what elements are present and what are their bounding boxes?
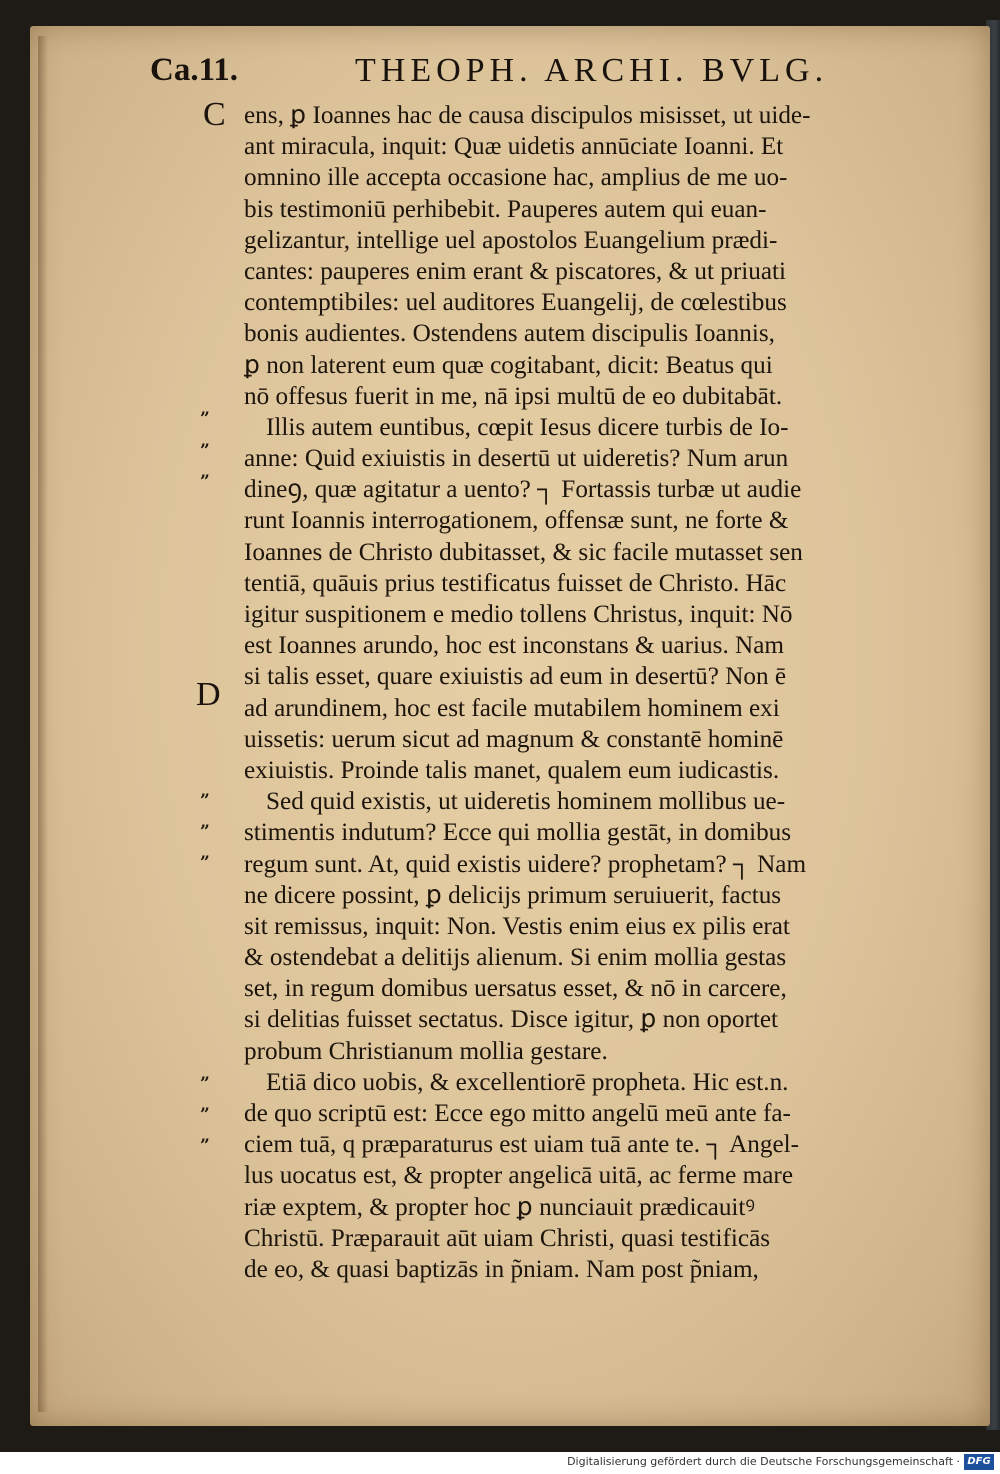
text-line: stimentis indutum? Ecce qui mollia gestāt, in domibus [244, 819, 792, 847]
text-line: de eo, & quasi baptizās in p̃niam. Nam post p̃niam, [244, 1255, 759, 1283]
text-line: cantes: pauperes enim erant & piscatores, & ut priuati [244, 257, 787, 285]
text-line: ens, ꝑ Ioannes hac de causa discipulos misisset, ut uide- [244, 102, 811, 129]
text-line: sit remissus, inquit: Non. Vestis enim eius ex pilis erat [244, 912, 790, 940]
text-line: Ioannes de Christo dubitasset, & sic facile mutasset sen [244, 538, 803, 566]
text-line: nō offesus fuerit in me, nā ipsi multū de eo dubitabāt. [244, 382, 783, 410]
text-line: ad arundinem, hoc est facile mutabilem hominem exi [244, 694, 780, 722]
chapter-reference: Ca.11. [150, 52, 239, 88]
digitization-credit: Digitalisierung gefördert durch die Deutsche Forschungsgemeinschaft · [567, 1455, 960, 1468]
text-line: set, in regum domibus uersatus esset, & nō in carcere, [244, 975, 787, 1003]
digitization-credit-bar [0, 1452, 1000, 1474]
text-line: Etiā dico uobis, & excellentiorē propheta. Hic est.n. [266, 1068, 789, 1096]
margin-quote-mark: ” [200, 1074, 209, 1094]
text-line: lus uocatus est, & propter angelicā uitā, ac ferme mare [244, 1162, 793, 1190]
text-line: regum sunt. At, quid existis uidere? prophetam? ┐ Nam [244, 850, 807, 878]
dfg-logo: DFG [964, 1454, 994, 1470]
text-line: & ostendebat a delitijs alienum. Si enim mollia gestas [244, 944, 787, 972]
text-line: Christū. Præparauit aūt uiam Christi, quasi testificās [244, 1224, 771, 1252]
text-line: tentiā, quāuis prius testificatus fuisset de Christo. Hāc [244, 569, 787, 597]
text-line: ne dicere possint, ꝑ delicijs primum seruiuerit, factus [244, 881, 782, 909]
text-line: dineꝯ, quæ agitatur a uento? ┐ Fortassis turbæ ut audie [244, 476, 802, 504]
text-line: si talis esset, quare exiuistis ad eum in desertū? Non ē [244, 663, 787, 691]
text-line: ant miracula, inquit: Quæ uidetis annūciate Ioanni. Et [244, 133, 784, 161]
text-line: bonis audientes. Ostendens autem discipulis Ioannis, [244, 320, 775, 348]
margin-quote-mark: ” [200, 441, 209, 461]
text-line: ꝑ non laterent eum quæ cogitabant, dicit: Beatus qui [244, 351, 773, 379]
text-line: de quo scriptū est: Ecce ego mitto angelū meū ante fa- [244, 1100, 791, 1127]
text-line: riæ exptem, & propter hoc ꝑ nunciauit prædicauitꝰ [244, 1193, 756, 1221]
text-line: probum Christianum mollia gestare. [244, 1037, 608, 1065]
margin-quote-mark: ” [200, 791, 209, 811]
text-line: igitur suspitionem e medio tollens Christus, inquit: Nō [244, 601, 793, 628]
section-letter-c: C [203, 96, 226, 133]
margin-quote-mark: ” [200, 1136, 209, 1156]
text-line: est Ioannes arundo, hoc est inconstans & uarius. Nam [244, 632, 785, 660]
running-head [150, 52, 960, 98]
text-line: exiuistis. Proinde talis manet, qualem eum iudicastis. [244, 756, 780, 784]
text-line: contemptibiles: uel auditores Euangelij, de cœlestibus [244, 289, 787, 317]
section-letter-d: D [196, 676, 221, 713]
text-line: gelizantur, intellige uel apostolos Euangelium prædi- [244, 226, 778, 254]
text-line: omnino ille accepta occasione hac, amplius de me uo- [244, 164, 788, 192]
text-line: anne: Quid exiuistis in desertū ut uideretis? Num arun [244, 445, 789, 473]
text-line: si delitias fuisset sectatus. Disce igitur, ꝑ non oportet [244, 1006, 779, 1034]
text-line: ciem tuā, q præparaturus est uiam tuā ante te. ┐ Angel- [244, 1131, 800, 1159]
text-line: uissetis: uerum sicut ad magnum & constantē hominē [244, 725, 784, 753]
text-line: Sed quid existis, ut uideretis hominem mollibus ue- [266, 788, 786, 816]
body-text [244, 100, 924, 1285]
margin-quote-mark: ” [200, 472, 209, 492]
running-title: THEOPH. ARCHI. BVLG. [355, 52, 829, 89]
text-line: bis testimoniū perhibebit. Pauperes autem qui euan- [244, 195, 767, 223]
text-line: runt Ioannis interrogationem, offensæ sunt, ne forte & [244, 507, 789, 535]
margin-quote-mark: ” [200, 409, 209, 429]
margin-quote-mark: ” [200, 853, 209, 873]
margin-quote-mark: ” [200, 1105, 209, 1125]
margin-quote-mark: ” [200, 822, 209, 842]
text-line: Illis autem euntibus, cœpit Iesus dicere turbis de Io- [266, 413, 789, 441]
